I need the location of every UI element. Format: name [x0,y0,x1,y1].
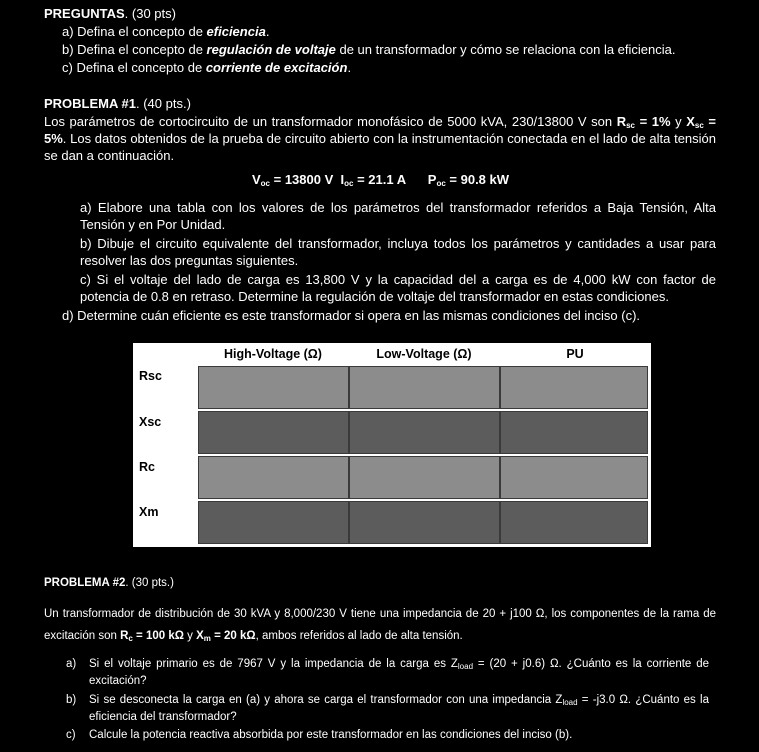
rc-subscript: c [128,634,133,643]
table-cell-rc-lv[interactable] [349,456,500,499]
pregunta-c-end: . [347,60,352,75]
pregunta-a [62,23,269,40]
xsc-symbol: X [686,114,695,129]
problema1-intro-rest: . Los datos obtenidos de la prueba de circuito abierto con la instrumentación conectada en el lado de alta tensión se dan a continuación. [44,131,716,163]
problema2-item-c-label: c) [66,729,76,741]
voc-subscript: oc [260,179,271,188]
problema1-item-b: b) Dibuje el circuito equivalente del transformador, incluya todos los parámetros y cantidades a usar para resolver las dos preguntas siguientes. [80,236,716,268]
problema2-item-b [89,692,709,726]
pregunta-a-end: . [265,24,270,39]
poc-value: = 90.8 kW [445,172,510,187]
table-header-high-voltage: High-Voltage (Ω) [224,347,322,361]
problema2-heading [44,575,174,592]
table-cell-xsc-hv[interactable] [198,411,349,454]
rc-value: = 100 kΩ [132,630,184,642]
problema2-b-subscript: load [562,698,578,707]
rsc-subscript: sc [626,121,635,130]
pregunta-b [62,41,676,58]
rsc-symbol: R [616,114,627,129]
problema2-a-subscript: load [457,662,474,671]
problema2-a-end: = (20 + j0.6) Ω. ¿Cuánto es la corriente de excitación? [89,658,710,687]
problema2-item-a [89,656,709,690]
problema1-points: . (40 pts.) [135,96,191,111]
ioc-value: = 21.1 A [353,172,407,187]
poc-subscript: oc [436,179,446,188]
table-header-low-voltage: Low-Voltage (Ω) [376,347,472,361]
pregunta-a-emphasis: eficiencia [206,24,266,39]
xm-subscript: m [203,634,211,643]
table-cell-xsc-lv[interactable] [349,411,500,454]
problema1-intro-conj: y [670,114,687,129]
table-cell-rc-pu[interactable] [500,456,648,499]
preguntas-heading [44,5,176,22]
voc-value: = 13800 V [270,172,334,187]
table-cell-rc-hv[interactable] [198,456,349,499]
problema2-title: PROBLEMA #2 [44,577,126,589]
rsc-value: = 1% [635,114,671,129]
table-cell-rsc-pu[interactable] [500,366,648,409]
rc-symbol: R [120,630,129,642]
problema1-title: PROBLEMA #1 [44,96,136,111]
problema2-b-end: = -j3.0 Ω. ¿Cuánto es la eficiencia del transformador? [89,694,709,723]
table-cell-xm-hv[interactable] [198,501,349,544]
problema2-item-b-label: b) [66,694,77,706]
table-row-label-rc: Rc [139,460,155,474]
table-row-label-xm: Xm [139,505,159,519]
pregunta-c [62,59,351,76]
table-cell-xm-pu[interactable] [500,501,648,544]
table-cell-rsc-hv[interactable] [198,366,349,409]
ioc-subscript: oc [344,179,354,188]
problema2-intro-conj: y [183,630,197,642]
problema1-intro-text: Los parámetros de cortocircuito de un transformador monofásico de 5000 kVA, 230/13800 V son [44,114,617,129]
pregunta-b-emphasis: regulación de voltaje [206,42,336,57]
poc-symbol: P [427,172,437,187]
problema2-item-c: Calcule la potencia reactiva absorbida por este transformador en las condiciones del inciso (b). [89,729,573,741]
problema1-item-d: d) Determine cuán eficiente es este transformador si opera en las mismas condiciones del inciso (c). [62,308,641,323]
parameters-table [133,343,651,547]
problema2-points: . (30 pts.) [125,577,174,589]
table-cell-xsc-pu[interactable] [500,411,648,454]
problema2-item-a-label: a) [66,658,77,670]
pregunta-c-text: c) Defina el concepto de [62,60,206,75]
pregunta-a-text: a) Defina el concepto de [62,24,207,39]
problema2-intro-rest: , ambos referidos al lado de alta tensión. [255,630,463,642]
open-circuit-data [252,171,509,188]
problema2-a-text: Si el voltaje primario es de 7967 V y la impedancia de la carga es Z [89,658,458,670]
problema1-item-c: c) Si el voltaje del lado de carga es 13,800 V y la capacidad del a carga es de 4,000 kW con factor de potencia de 0.8 en retraso. Determine la regulación de voltaje del transformador en estas condiciones. [80,272,716,304]
problema1-item-a: a) Elabore una tabla con los valores de los parámetros del transformador referidos a Baja Tensión, Alta Tensión y en Por Unidad. [80,200,716,232]
pregunta-b-end: de un transformador y cómo se relaciona con la eficiencia. [335,42,676,57]
problema2-intro [44,603,716,647]
pregunta-b-text: b) Defina el concepto de [62,42,207,57]
table-header-pu: PU [566,347,584,361]
problema1-intro [44,113,716,164]
ioc-symbol: I [340,172,345,187]
xsc-subscript: sc [694,121,704,130]
table-cell-rsc-lv[interactable] [349,366,500,409]
table-row-label-xsc: Xsc [139,415,162,429]
problema1-heading [44,95,191,112]
xm-symbol: X [196,630,204,642]
preguntas-title: PREGUNTAS [44,6,125,21]
xm-value: = 20 kΩ [210,630,256,642]
voc-symbol: V [252,172,261,187]
table-cell-xm-lv[interactable] [349,501,500,544]
table-row-label-rsc: Rsc [139,369,162,383]
problema2-b-text: Si se desconecta la carga en (a) y ahora se carga el transformador con una impedancia Z [89,694,563,706]
preguntas-points: . (30 pts) [124,6,176,21]
problema2-intro-text: Un transformador de distribución de 30 kVA y 8,000/230 V tiene una impedancia de 20 + j100 Ω, los componentes de la rama de excitación son [44,608,716,642]
pregunta-c-emphasis: corriente de excitación [205,60,348,75]
xsc-value: = 5% [44,114,716,146]
